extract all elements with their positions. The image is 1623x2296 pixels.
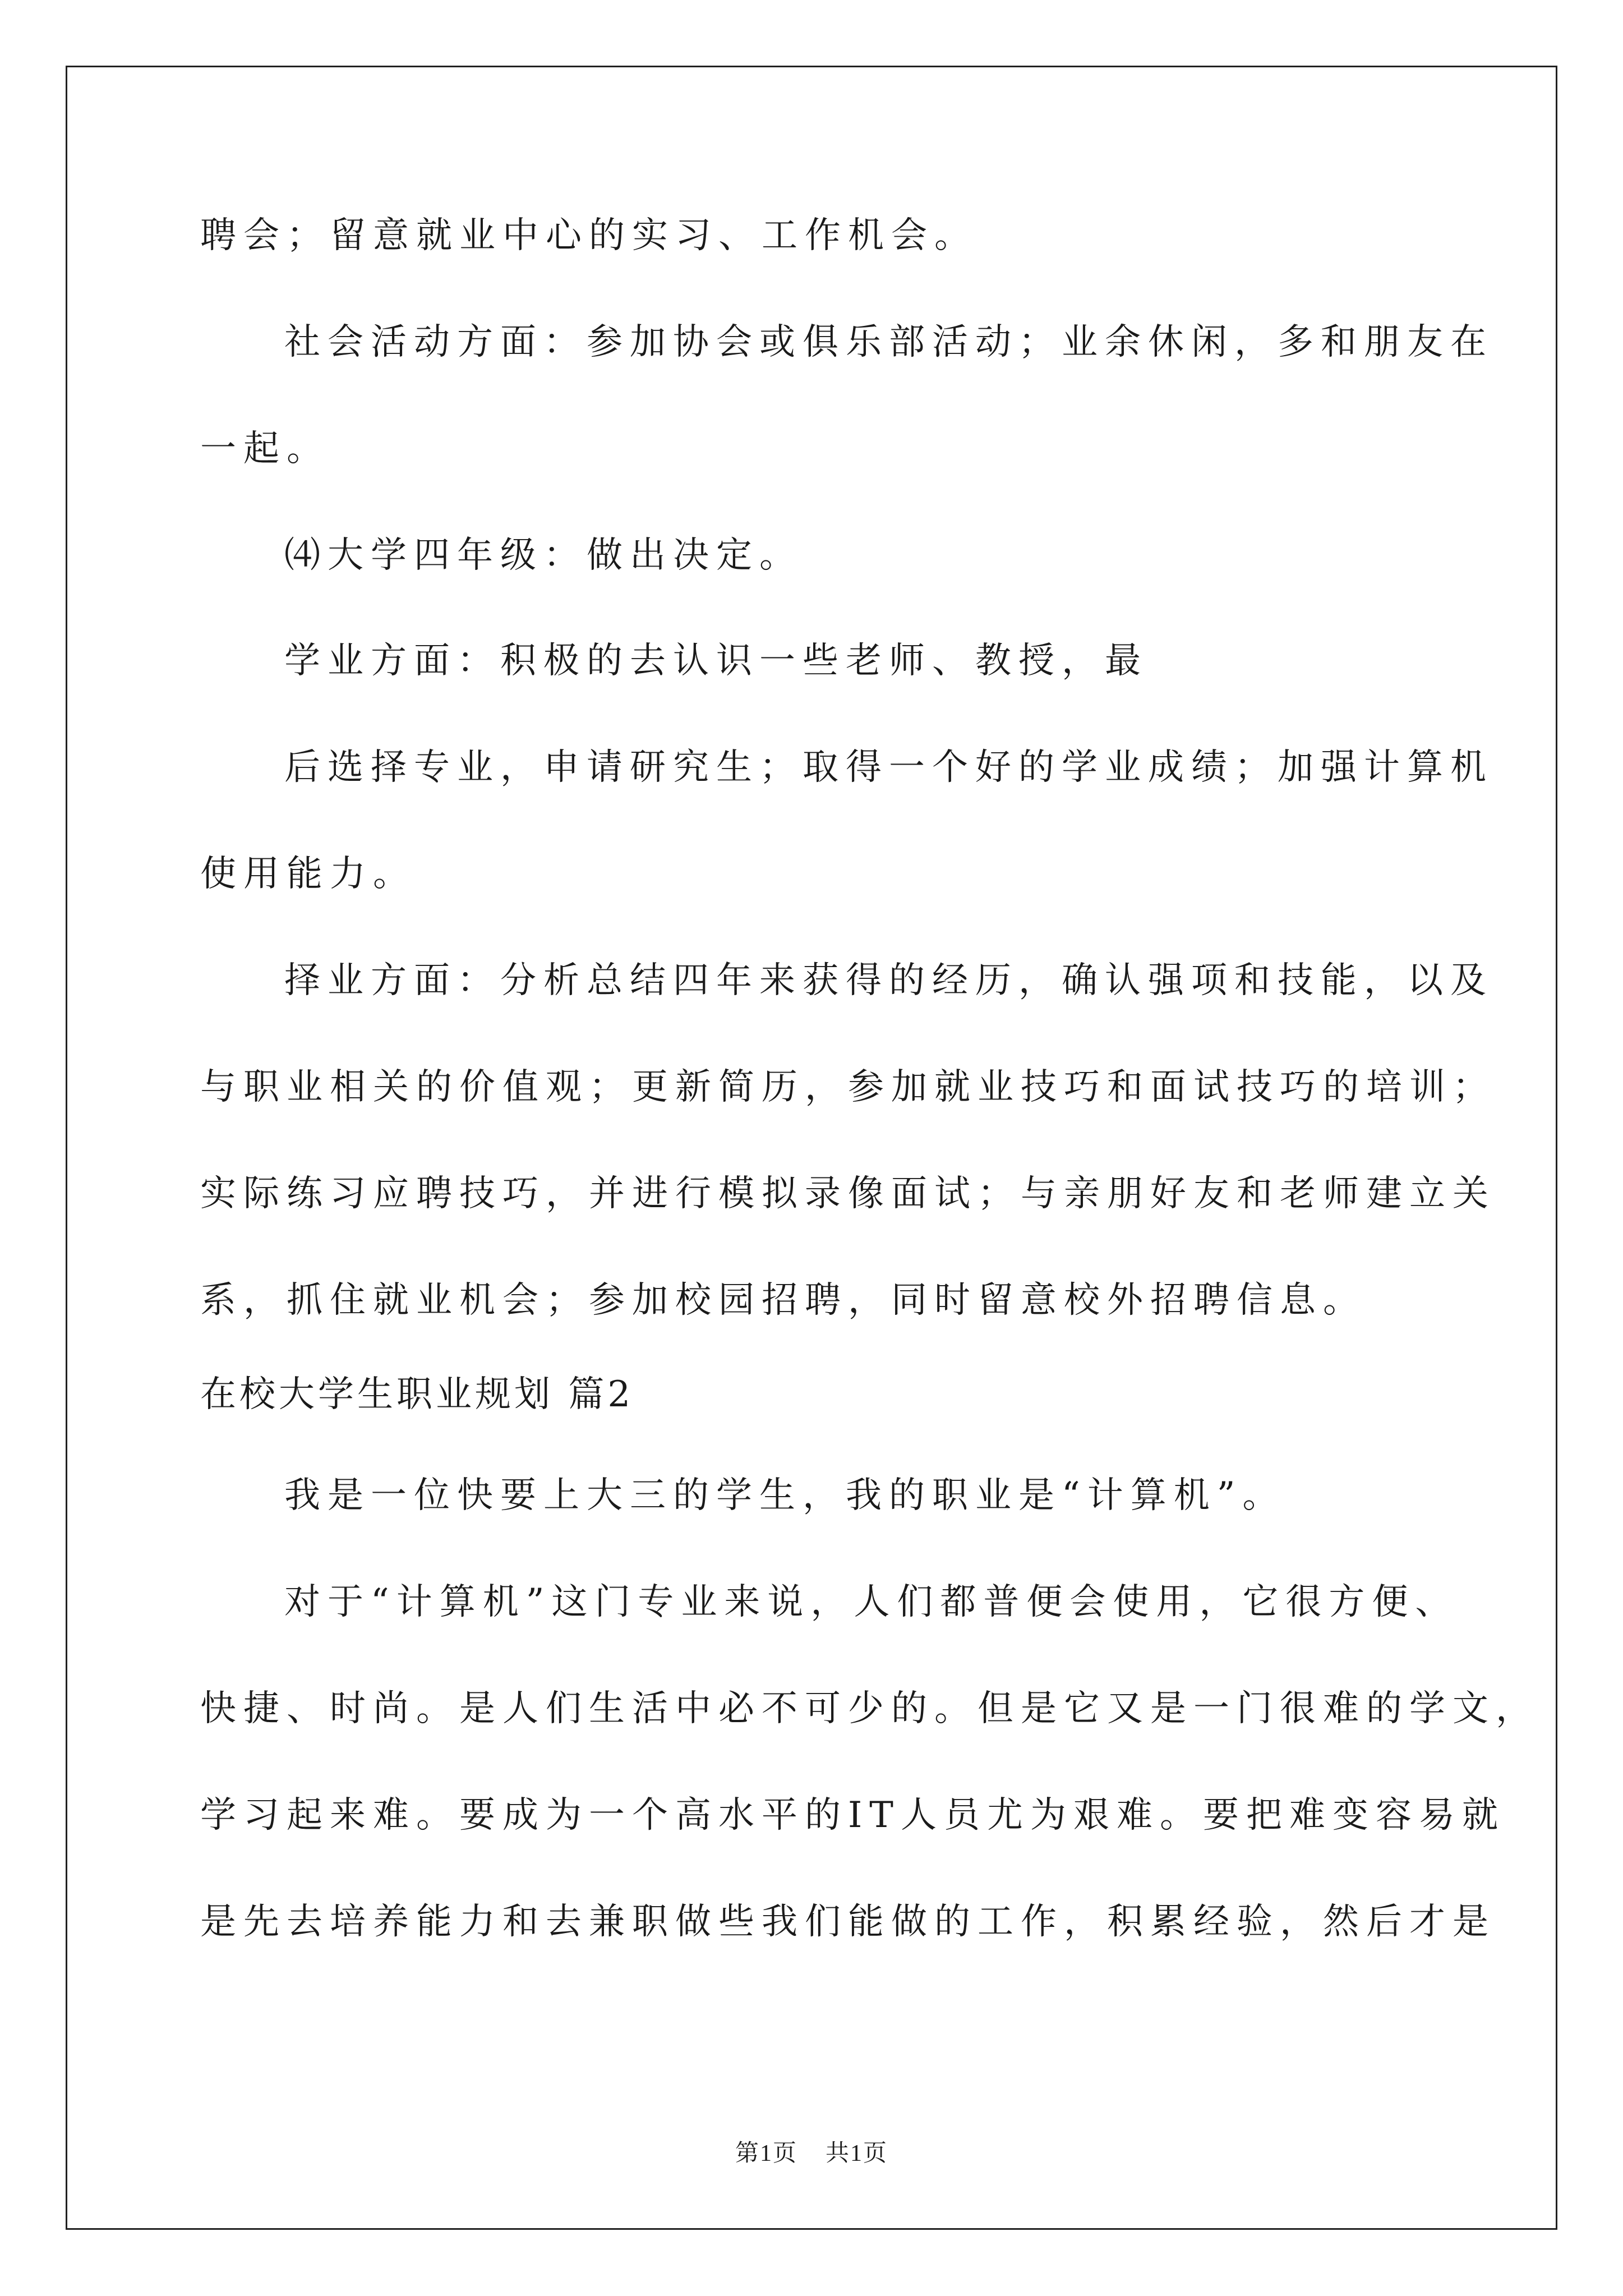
page-total: 共1页 (826, 2141, 888, 2166)
page-footer (0, 2134, 1623, 2168)
article-heading: 在校大学生职业规划 篇2 (200, 1374, 634, 1415)
text-line: 一起。 (200, 428, 330, 470)
text-line: 快捷、时尚。是人们生活中必不可少的。但是它又是一门很难的学文， (200, 1688, 1539, 1729)
text-line: 择业方面：分析总结四年来获得的经历，确认强项和技能，以及 (284, 960, 1493, 1001)
text-line: 系，抓住就业机会；参加校园招聘，同时留意校外招聘信息。 (200, 1280, 1366, 1321)
section-heading: ⑷大学四年级：做出决定。 (284, 535, 803, 576)
text-line: 我是一位快要上大三的学生，我的职业是“计算机”。 (284, 1475, 1286, 1516)
text-line: 后选择专业，申请研究生；取得一个好的学业成绩；加强计算机 (284, 747, 1493, 788)
text-line: 使用能力。 (200, 853, 416, 895)
text-line: 与职业相关的价值观；更新简历，参加就业技巧和面试技巧的培训； (200, 1066, 1496, 1108)
text-line: 社会活动方面：参加协会或俱乐部活动；业余休闲，多和朋友在 (284, 321, 1493, 363)
text-line: 学习起来难。要成为一个高水平的IT人员尤为艰难。要把难变容易就 (200, 1795, 1505, 1836)
text-line: 学业方面：积极的去认识一些老师、教授，最 (284, 640, 1148, 682)
text-line: 聘会；留意就业中心的实习、工作机会。 (200, 215, 978, 256)
text-line: 是先去培养能力和去兼职做些我们能做的工作，积累经验，然后才是 (200, 1901, 1496, 1943)
text-line: 对于“计算机”这门专业来说，人们都普便会使用，它很方便、 (284, 1581, 1459, 1623)
text-line: 实际练习应聘技巧，并进行模拟录像面试；与亲朋好友和老师建立关 (200, 1173, 1496, 1214)
page-number: 第1页 (735, 2141, 797, 2166)
